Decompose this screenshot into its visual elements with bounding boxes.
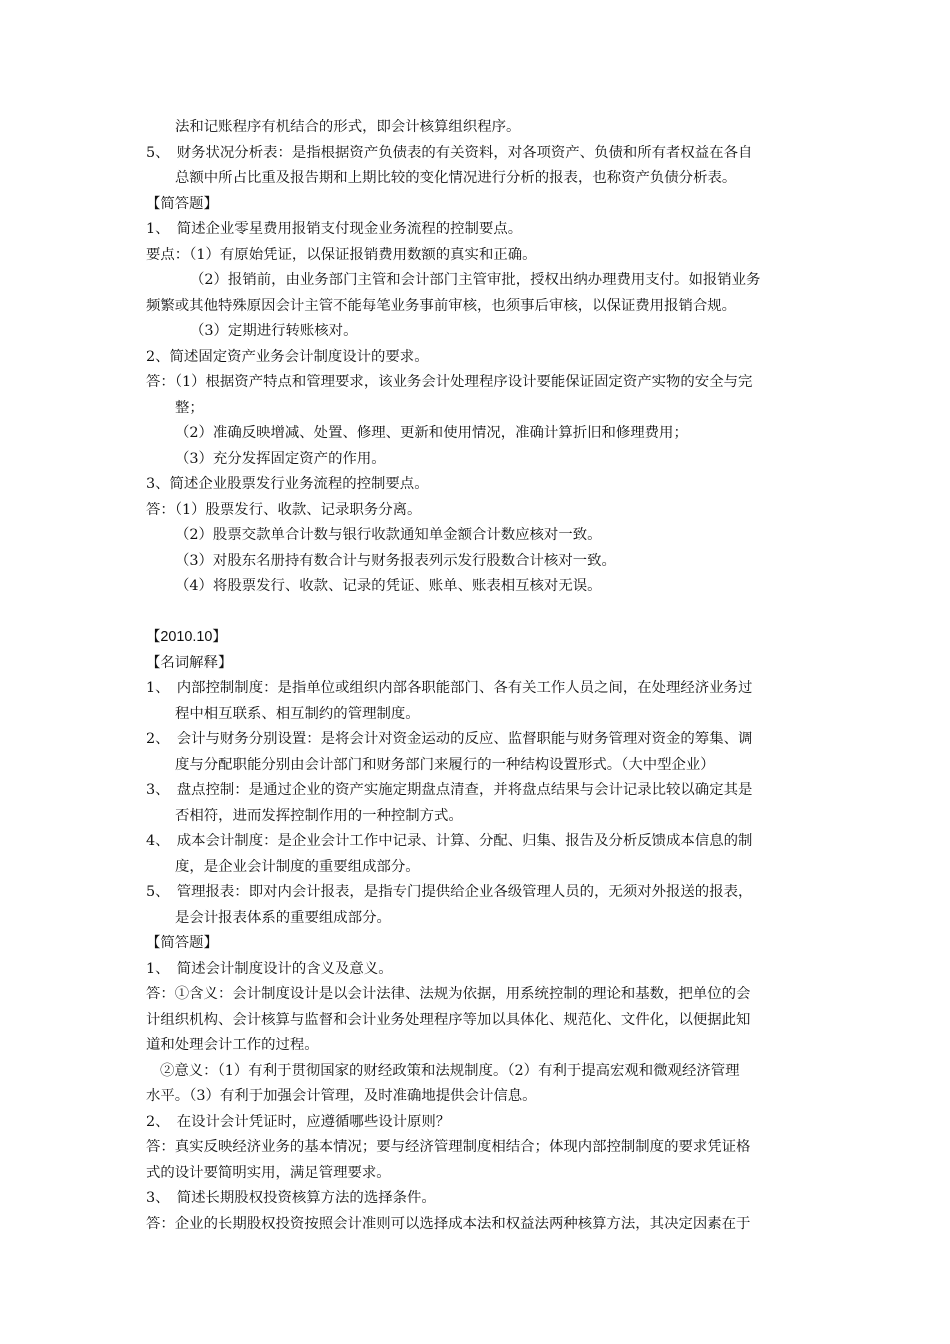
answer-line: ②意义：（1）有利于贯彻国家的财经政策和法规制度。（2）有利于提高宏观和微观经济管理: [160, 1063, 740, 1079]
question: 3、 简述长期股权投资核算方法的选择条件。: [146, 1190, 436, 1206]
answer-line: （3）定期进行转账核对。: [190, 323, 358, 339]
answer-line: （4）将股票发行、收款、记录的凭证、账单、账表相互核对无误。: [175, 578, 602, 594]
answer-line: （2）股票交款单合计数与银行收款通知单金额合计数应核对一致。: [175, 527, 602, 543]
list-item: 3、 盘点控制：是通过企业的资产实施定期盘点清查，并将盘点结果与会计记录比较以确定其是: [146, 782, 753, 798]
answer-line: （2）准确反映增减、处置、修理、更新和使用情况，准确计算折旧和修理费用；: [175, 425, 688, 441]
answer-line: 道和处理会计工作的过程。: [146, 1037, 319, 1053]
answer-line: （2）报销前，由业务部门主管和会计部门主管审批，授权出纳办理费用支付。如报销业务: [190, 272, 761, 288]
answer-line: 水平。（3）有利于加强会计管理，及时准确地提供会计信息。: [146, 1088, 537, 1104]
answer-line: 频繁或其他特殊原因会计主管不能每笔业务事前审核，也须事后审核，以保证费用报销合规。: [146, 298, 737, 314]
list-item: 5、 财务状况分析表：是指根据资产负债表的有关资料，对各项资产、负债和所有者权益在各自: [146, 145, 753, 161]
section-heading: 【简答题】: [146, 196, 218, 212]
section-heading: 【名词解释】: [146, 655, 233, 671]
answer-line: 整；: [175, 400, 204, 416]
answer-line: 答：真实反映经济业务的基本情况；要与经济管理制度相结合；体现内部控制制度的要求凭证格: [146, 1139, 751, 1155]
text-line: 总额中所占比重及报告期和上期比较的变化情况进行分析的报表，也称资产负债分析表。: [175, 170, 737, 186]
answer-line: 计组织机构、会计核算与监督和会计业务处理程序等加以具体化、规范化、文件化，以便据此知: [146, 1012, 751, 1028]
question: 2、简述固定资产业务会计制度设计的要求。: [146, 349, 429, 365]
list-item: 1、 内部控制制度：是指单位或组织内部各职能部门、各有关工作人员之间，在处理经济业务过: [146, 680, 753, 696]
answer-line: 答：（1）股票发行、收款、记录职务分离。: [146, 502, 422, 518]
text-line: 法和记账程序有机结合的形式，即会计核算组织程序。: [175, 119, 521, 135]
answer-line: 答：（1）根据资产特点和管理要求，该业务会计处理程序设计要能保证固定资产实物的安全与完: [146, 374, 753, 390]
list-item: 2、 会计与财务分别设置：是将会计对资金运动的反应、监督职能与财务管理对资金的筹集、调: [146, 731, 753, 747]
answer-line: 答：企业的长期股权投资按照会计准则可以选择成本法和权益法两种核算方法，其决定因素在于: [146, 1216, 751, 1232]
question: 3、简述企业股票发行业务流程的控制要点。: [146, 476, 429, 492]
answer-line: 要点：（1）有原始凭证，以保证报销费用数额的真实和正确。: [146, 247, 537, 263]
text-line: 是会计报表体系的重要组成部分。: [175, 910, 391, 926]
text-line: 度与分配职能分别由会计部门和财务部门来履行的一种结构设置形式。（大中型企业）: [175, 757, 715, 773]
text-line: 程中相互联系、相互制约的管理制度。: [175, 706, 420, 722]
text-line: 度，是企业会计制度的重要组成部分。: [175, 859, 420, 875]
section-heading: 【2010.10】: [146, 629, 227, 645]
question: 1、 简述会计制度设计的含义及意义。: [146, 961, 393, 977]
answer-line: （3）对股东名册持有数合计与财务报表列示发行股数合计核对一致。: [175, 553, 616, 569]
answer-line: 式的设计要简明实用，满足管理要求。: [146, 1165, 391, 1181]
section-heading: 【简答题】: [146, 935, 218, 951]
list-item: 4、 成本会计制度：是企业会计工作中记录、计算、分配、归集、报告及分析反馈成本信息的制: [146, 833, 753, 849]
answer-line: 答：①含义：会计制度设计是以会计法律、法规为依据，用系统控制的理论和基数，把单位的会: [146, 986, 751, 1002]
list-item: 5、 管理报表：即对内会计报表，是指专门提供给企业各级管理人员的，无须对外报送的报表，: [146, 884, 753, 900]
text-line: 否相符，进而发挥控制作用的一种控制方式。: [175, 808, 463, 824]
question: 2、 在设计会计凭证时，应遵循哪些设计原则？: [146, 1114, 451, 1130]
answer-line: （3）充分发挥固定资产的作用。: [175, 451, 386, 467]
question: 1、 简述企业零星费用报销支付现金业务流程的控制要点。: [146, 221, 523, 237]
